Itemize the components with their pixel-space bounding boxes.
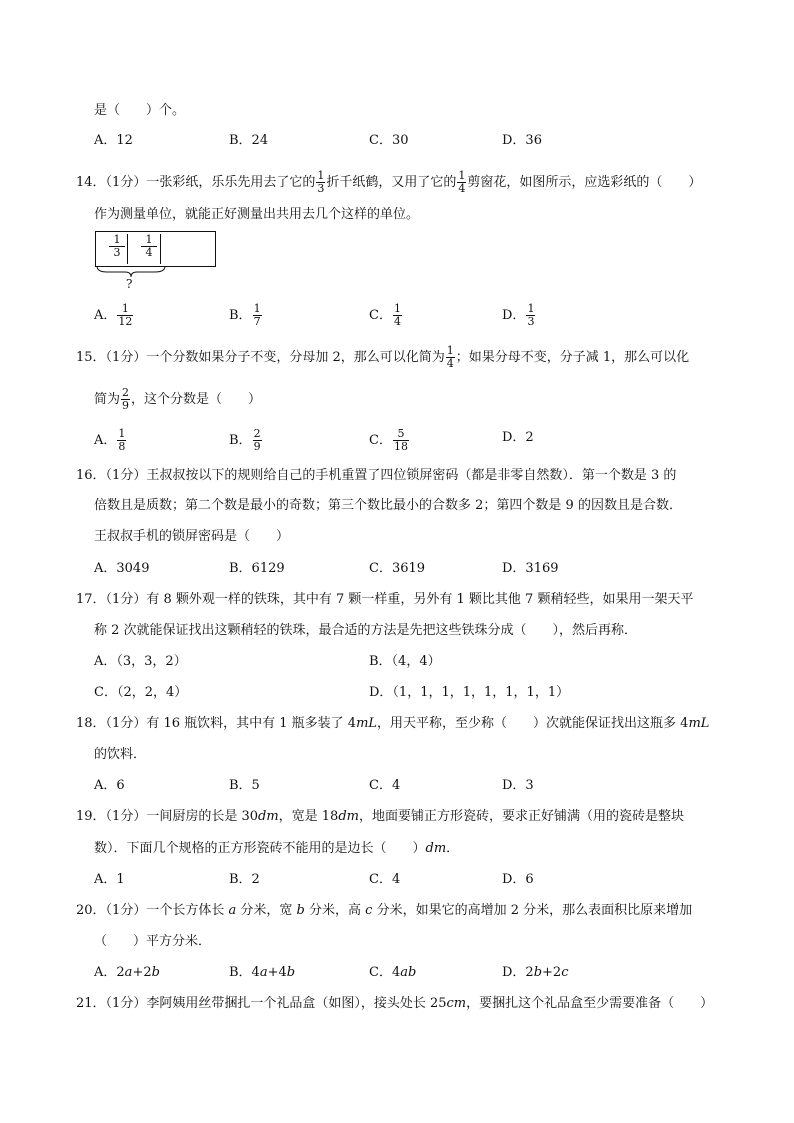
q14-stem-line1: 14．（1分）一张彩纸，乐乐先用去了它的 $\frac{1}{3}$ 折千纸鹤，又用了它的 $\frac{1}{4}$ 剪窗花，如图所示，应选彩纸的（ ） [76,169,702,195]
q14-option-b[interactable]: B． $\frac{1}{7}$ [229,302,261,328]
q17-option-b[interactable]: B．（4，4） [369,654,441,669]
q16-option-a[interactable]: A．3049 [94,561,150,576]
q20-stem-line1: 20．（1分）一个长方体长 a 分米，宽 b 分米，高 c 分米，如果它的高增加 2 分米，那么表面积比原来增加 [76,903,693,918]
q16-stem-line3: 王叔叔手机的锁屏密码是（ ） [94,529,290,544]
q17-stem-line2: 称 2 次就能保证找出这颗稍轻的铁珠，最合适的方法是先把这些铁珠分成（ ），然后再称． [94,623,638,638]
q14-option-d[interactable]: D． $\frac{1}{3}$ [502,302,535,328]
q18-option-a[interactable]: A．6 [94,778,125,793]
q21-stem-line1: 21．（1分）李阿姨用丝带捆扎一个礼品盒（如图），接头处长 25cm，要捆扎这个礼品盒至少需要准备（ ） [76,996,714,1011]
q13-option-d[interactable]: D．36 [502,133,542,148]
q18-option-b[interactable]: B．5 [229,778,260,793]
q14-option-a[interactable]: A． $\frac{1}{12}$ [94,302,133,328]
q18-option-d[interactable]: D．3 [502,778,534,793]
q15-option-a[interactable]: A． $\frac{1}{8}$ [94,427,126,453]
q15-option-c[interactable]: C． $\frac{5}{18}$ [369,427,408,453]
q20-stem-line2: （ ）平方分米． [94,934,212,949]
q14-fraction-1-3: $\frac{1}{3}$ [317,169,325,195]
q18-stem-line1: 18．（1分）有 16 瓶饮料，其中有 1 瓶多装了 4mL，用天平称，至少称（ ）次就能保证找出这瓶多 4mL [76,716,710,731]
q17-option-d[interactable]: D．（1，1，1，1，1，1，1，1） [369,685,570,700]
strip-cell-1-3: 1 3 [103,234,131,259]
brace-icon [95,265,175,281]
q16-option-d[interactable]: D．3169 [502,561,559,576]
q13-option-a[interactable]: A．12 [94,133,133,148]
q17-stem-line1: 17．（1分）有 8 颗外观一样的铁珠，其中有 7 颗一样重，另外有 1 颗比其他 7 颗稍轻些，如果用一架天平 [76,592,694,607]
q19-stem-line1: 19．（1分）一间厨房的长是 30dm，宽是 18dm，地面要铺正方形瓷砖，要求正好铺满（用的瓷砖是整块 [76,809,685,824]
q14-option-c[interactable]: C． $\frac{1}{4}$ [369,302,401,328]
q14-fraction-1-4: $\frac{1}{4}$ [458,169,466,195]
q18-option-c[interactable]: C．4 [369,778,401,793]
q17-option-c[interactable]: C．（2，2，4） [94,685,188,700]
q17-option-a[interactable]: A．（3，3，2） [94,654,187,669]
brace-question-mark: ? [126,277,133,291]
q16-option-c[interactable]: C．3619 [369,561,426,576]
q13-tail: 是（ ）个。 [94,103,186,118]
q19-option-d[interactable]: D．6 [502,872,534,887]
q20-option-b[interactable]: B．4a+4b [229,965,296,980]
q16-option-b[interactable]: B．6129 [229,561,285,576]
q19-option-b[interactable]: B．2 [229,872,260,887]
q15-fraction-1-4: $\frac{1}{4}$ [446,344,454,370]
q13-option-c[interactable]: C．30 [369,133,409,148]
q13-option-b[interactable]: B．24 [229,133,269,148]
q19-option-a[interactable]: A．1 [94,872,125,887]
q15-stem-line2: 简为 $\frac{2}{9}$ ，这个分数是（ ） [94,386,262,412]
q19-stem-line2: 数）．下面几个规格的正方形瓷砖不能用的是边长（ ）dm． [94,841,460,856]
q20-option-d[interactable]: D．2b+2c [502,965,569,980]
q15-option-b[interactable]: B． $\frac{2}{9}$ [229,427,261,453]
strip-cell-1-4: 1 4 [135,234,163,259]
q20-option-c[interactable]: C．4ab [369,965,417,980]
q16-stem-line1: 16．（1分）王叔叔按以下的规则给自己的手机重置了四位锁屏密码（都是非零自然数）．第一个数是 3 的 [76,468,677,483]
q14-stem-line2: 作为测量单位，就能正好测量出共用去几个这样的单位。 [94,207,420,222]
q18-stem-line2: 的饮料． [94,747,147,762]
q20-option-a[interactable]: A．2a+2b [94,965,160,980]
q15-option-d[interactable]: D．2 [502,430,534,445]
q16-stem-line2: 倍数且是质数；第二个数是最小的奇数；第三个数比最小的合数多 2；第四个数是 9 的因数且是合数． [94,498,682,513]
q15-fraction-2-9: $\frac{2}{9}$ [122,386,130,412]
q19-option-c[interactable]: C．4 [369,872,401,887]
q15-stem-line1: 15．（1分）一个分数如果分子不变，分母加 2，那么可以化简为 $\frac{1}{4}$ ；如果分母不变，分子减 1，那么可以化 [76,344,690,370]
